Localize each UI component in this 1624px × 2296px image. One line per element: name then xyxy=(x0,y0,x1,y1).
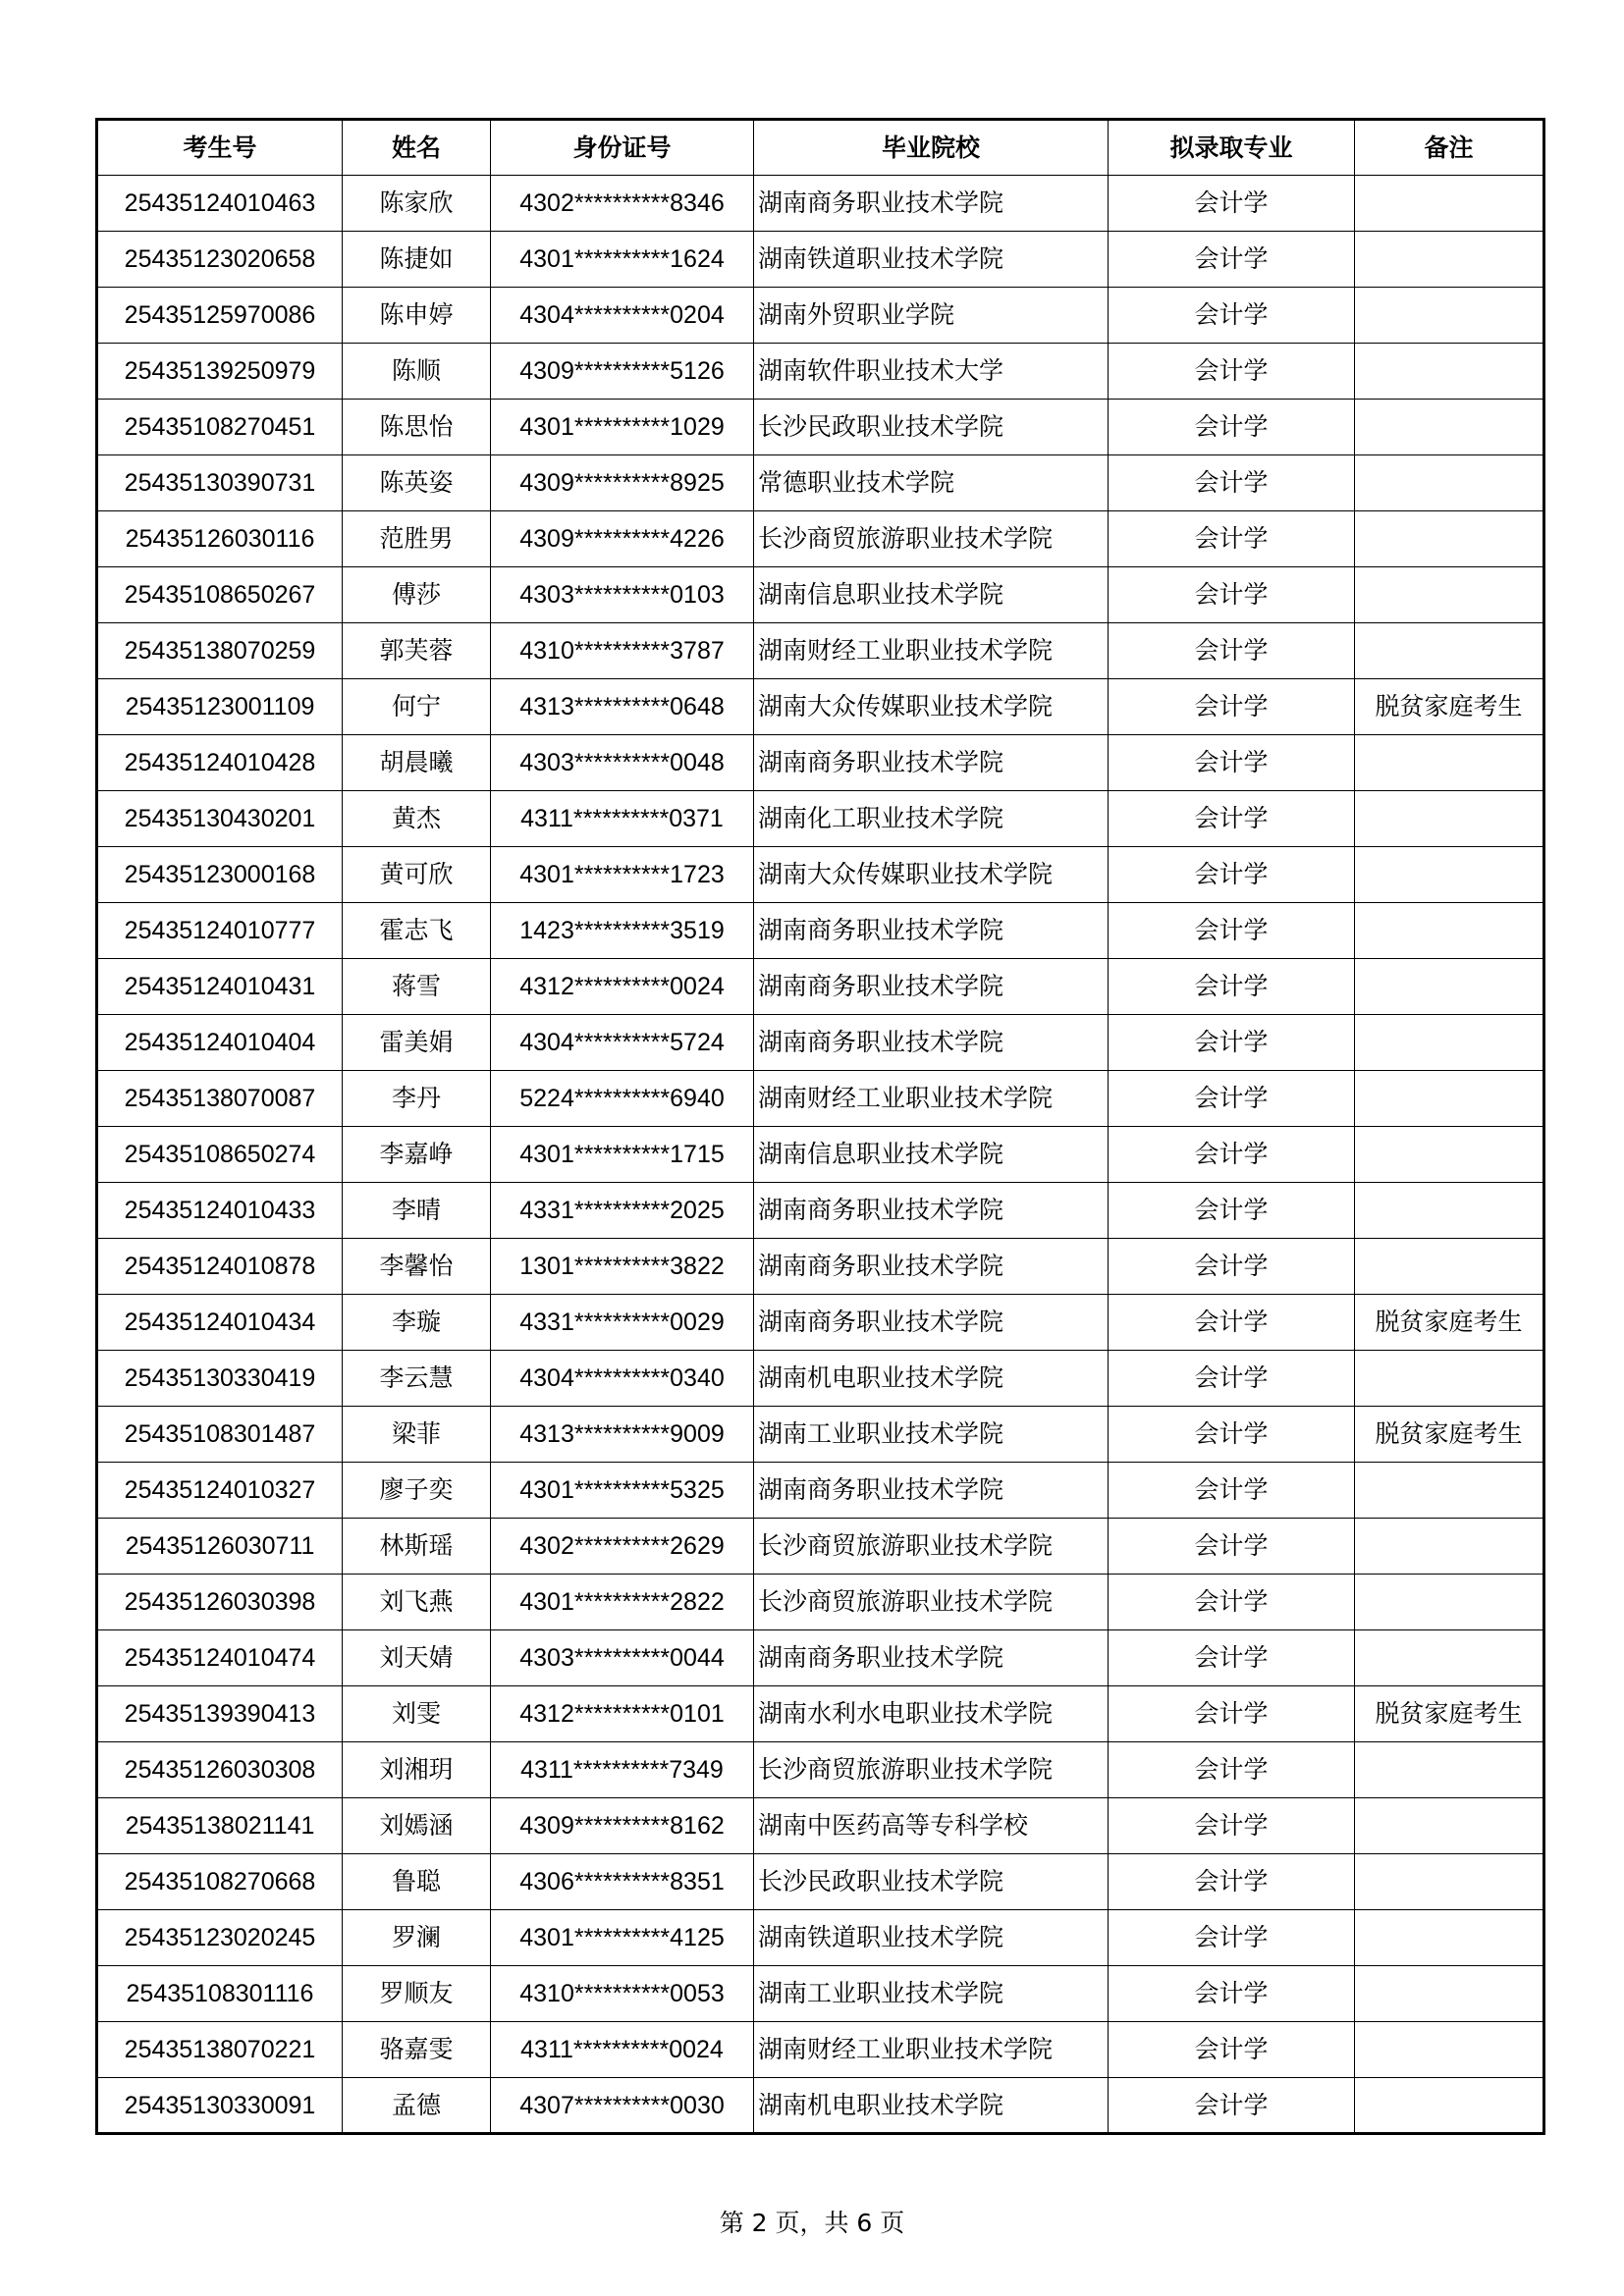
remarks-cell xyxy=(1355,455,1544,511)
remarks-cell xyxy=(1355,400,1544,455)
major-cell: 会计学 xyxy=(1109,1519,1355,1575)
id-number-cell: 4301**********4125 xyxy=(491,1910,754,1966)
school-cell: 湖南商务职业技术学院 xyxy=(754,176,1109,232)
id-number-cell: 4301**********1723 xyxy=(491,847,754,903)
id-number-cell: 4307**********0030 xyxy=(491,2078,754,2134)
id-number-cell: 4303**********0103 xyxy=(491,567,754,623)
exam-number-cell: 25435130430201 xyxy=(97,791,343,847)
school-cell: 常德职业技术学院 xyxy=(754,455,1109,511)
id-number-cell: 4311**********0371 xyxy=(491,791,754,847)
name-cell: 骆嘉雯 xyxy=(343,2022,491,2078)
major-cell: 会计学 xyxy=(1109,903,1355,959)
table-row xyxy=(97,1742,1544,1798)
table-row xyxy=(97,1127,1544,1183)
major-cell: 会计学 xyxy=(1109,1239,1355,1295)
page-number-footer: 第 2 页，共 6 页 xyxy=(719,2209,905,2237)
exam-number-cell: 25435124010878 xyxy=(97,1239,343,1295)
remarks-cell xyxy=(1355,1463,1544,1519)
name-cell: 林斯瑶 xyxy=(343,1519,491,1575)
name-cell: 胡晨曦 xyxy=(343,735,491,791)
id-number-cell: 4309**********8925 xyxy=(491,455,754,511)
name-cell: 刘湘玥 xyxy=(343,1742,491,1798)
remarks-cell: 脱贫家庭考生 xyxy=(1355,679,1544,735)
exam-number-cell: 25435124010474 xyxy=(97,1630,343,1686)
table-row xyxy=(97,623,1544,679)
exam-number-cell: 25435130330091 xyxy=(97,2078,343,2134)
major-cell: 会计学 xyxy=(1109,735,1355,791)
table-row xyxy=(97,679,1544,735)
remarks-cell xyxy=(1355,344,1544,400)
table-row xyxy=(97,1463,1544,1519)
exam-number-cell: 25435124010433 xyxy=(97,1183,343,1239)
exam-number-cell: 25435126030116 xyxy=(97,511,343,567)
exam-number-cell: 25435125970086 xyxy=(97,288,343,344)
table-row xyxy=(97,176,1544,232)
name-cell: 霍志飞 xyxy=(343,903,491,959)
table-row xyxy=(97,2078,1544,2134)
exam-number-cell: 25435126030711 xyxy=(97,1519,343,1575)
table-row xyxy=(97,288,1544,344)
name-cell: 陈捷如 xyxy=(343,232,491,288)
major-cell: 会计学 xyxy=(1109,791,1355,847)
name-cell: 陈顺 xyxy=(343,344,491,400)
school-cell: 湖南商务职业技术学院 xyxy=(754,1015,1109,1071)
exam-number-cell: 25435138070259 xyxy=(97,623,343,679)
exam-number-cell: 25435138070221 xyxy=(97,2022,343,2078)
id-number-cell: 4313**********0648 xyxy=(491,679,754,735)
major-cell: 会计学 xyxy=(1109,623,1355,679)
name-cell: 廖子奕 xyxy=(343,1463,491,1519)
table-row xyxy=(97,1407,1544,1463)
exam-number-cell: 25435108270451 xyxy=(97,400,343,455)
major-cell: 会计学 xyxy=(1109,1630,1355,1686)
id-number-cell: 4309**********5126 xyxy=(491,344,754,400)
remarks-cell xyxy=(1355,288,1544,344)
major-cell: 会计学 xyxy=(1109,1966,1355,2022)
exam-number-cell: 25435138021141 xyxy=(97,1798,343,1854)
admission-table xyxy=(95,118,1545,2135)
table-row xyxy=(97,1351,1544,1407)
school-cell: 湖南商务职业技术学院 xyxy=(754,1630,1109,1686)
table-row xyxy=(97,1854,1544,1910)
id-number-cell: 4310**********0053 xyxy=(491,1966,754,2022)
school-cell: 湖南财经工业职业技术学院 xyxy=(754,623,1109,679)
table-row xyxy=(97,1071,1544,1127)
major-cell: 会计学 xyxy=(1109,1742,1355,1798)
school-cell: 湖南财经工业职业技术学院 xyxy=(754,1071,1109,1127)
remarks-cell xyxy=(1355,791,1544,847)
major-cell: 会计学 xyxy=(1109,1015,1355,1071)
table-row xyxy=(97,455,1544,511)
major-cell: 会计学 xyxy=(1109,2022,1355,2078)
major-cell: 会计学 xyxy=(1109,344,1355,400)
id-number-cell: 4301**********2822 xyxy=(491,1575,754,1630)
table-row xyxy=(97,1575,1544,1630)
id-number-cell: 4306**********8351 xyxy=(491,1854,754,1910)
remarks-cell xyxy=(1355,1910,1544,1966)
name-cell: 陈英姿 xyxy=(343,455,491,511)
major-cell: 会计学 xyxy=(1109,847,1355,903)
id-number-cell: 4331**********2025 xyxy=(491,1183,754,1239)
exam-number-cell: 25435108650274 xyxy=(97,1127,343,1183)
name-cell: 李晴 xyxy=(343,1183,491,1239)
remarks-cell xyxy=(1355,567,1544,623)
school-cell: 湖南商务职业技术学院 xyxy=(754,735,1109,791)
id-number-cell: 4309**********4226 xyxy=(491,511,754,567)
school-cell: 湖南化工职业技术学院 xyxy=(754,791,1109,847)
header-graduated-school: 毕业院校 xyxy=(754,120,1109,176)
exam-number-cell: 25435139250979 xyxy=(97,344,343,400)
header-exam-number: 考生号 xyxy=(97,120,343,176)
name-cell: 雷美娟 xyxy=(343,1015,491,1071)
name-cell: 刘雯 xyxy=(343,1686,491,1742)
table-row xyxy=(97,1015,1544,1071)
id-number-cell: 1423**********3519 xyxy=(491,903,754,959)
remarks-cell xyxy=(1355,2022,1544,2078)
id-number-cell: 4301**********1624 xyxy=(491,232,754,288)
major-cell: 会计学 xyxy=(1109,455,1355,511)
remarks-cell xyxy=(1355,959,1544,1015)
table-row xyxy=(97,511,1544,567)
table-row xyxy=(97,344,1544,400)
table-row xyxy=(97,1519,1544,1575)
name-cell: 刘天婧 xyxy=(343,1630,491,1686)
name-cell: 刘嫣涵 xyxy=(343,1798,491,1854)
school-cell: 湖南铁道职业技术学院 xyxy=(754,1910,1109,1966)
header-id-number: 身份证号 xyxy=(491,120,754,176)
school-cell: 长沙民政职业技术学院 xyxy=(754,1854,1109,1910)
table-row xyxy=(97,1183,1544,1239)
exam-number-cell: 25435124010428 xyxy=(97,735,343,791)
major-cell: 会计学 xyxy=(1109,1575,1355,1630)
remarks-cell: 脱贫家庭考生 xyxy=(1355,1686,1544,1742)
exam-number-cell: 25435126030398 xyxy=(97,1575,343,1630)
exam-number-cell: 25435123000168 xyxy=(97,847,343,903)
exam-number-cell: 25435124010434 xyxy=(97,1295,343,1351)
remarks-cell: 脱贫家庭考生 xyxy=(1355,1295,1544,1351)
remarks-cell: 脱贫家庭考生 xyxy=(1355,1407,1544,1463)
id-number-cell: 4311**********0024 xyxy=(491,2022,754,2078)
school-cell: 湖南信息职业技术学院 xyxy=(754,567,1109,623)
table-body xyxy=(97,176,1544,2134)
school-cell: 长沙民政职业技术学院 xyxy=(754,400,1109,455)
major-cell: 会计学 xyxy=(1109,1854,1355,1910)
major-cell: 会计学 xyxy=(1109,400,1355,455)
name-cell: 梁菲 xyxy=(343,1407,491,1463)
name-cell: 黄可欣 xyxy=(343,847,491,903)
major-cell: 会计学 xyxy=(1109,288,1355,344)
name-cell: 李馨怡 xyxy=(343,1239,491,1295)
school-cell: 湖南信息职业技术学院 xyxy=(754,1127,1109,1183)
table-row xyxy=(97,1239,1544,1295)
id-number-cell: 4304**********5724 xyxy=(491,1015,754,1071)
major-cell: 会计学 xyxy=(1109,1910,1355,1966)
school-cell: 湖南财经工业职业技术学院 xyxy=(754,2022,1109,2078)
id-number-cell: 4309**********8162 xyxy=(491,1798,754,1854)
exam-number-cell: 25435123001109 xyxy=(97,679,343,735)
school-cell: 湖南水利水电职业技术学院 xyxy=(754,1686,1109,1742)
remarks-cell xyxy=(1355,1519,1544,1575)
remarks-cell xyxy=(1355,232,1544,288)
exam-number-cell: 25435123020658 xyxy=(97,232,343,288)
table-row xyxy=(97,1966,1544,2022)
major-cell: 会计学 xyxy=(1109,959,1355,1015)
exam-number-cell: 25435126030308 xyxy=(97,1742,343,1798)
name-cell: 傅莎 xyxy=(343,567,491,623)
name-cell: 郭芙蓉 xyxy=(343,623,491,679)
major-cell: 会计学 xyxy=(1109,232,1355,288)
name-cell: 刘飞燕 xyxy=(343,1575,491,1630)
school-cell: 长沙商贸旅游职业技术学院 xyxy=(754,1575,1109,1630)
school-cell: 湖南机电职业技术学院 xyxy=(754,2078,1109,2134)
name-cell: 鲁聪 xyxy=(343,1854,491,1910)
id-number-cell: 4302**********8346 xyxy=(491,176,754,232)
school-cell: 湖南商务职业技术学院 xyxy=(754,1463,1109,1519)
id-number-cell: 4304**********0340 xyxy=(491,1351,754,1407)
id-number-cell: 4331**********0029 xyxy=(491,1295,754,1351)
table-row xyxy=(97,567,1544,623)
id-number-cell: 1301**********3822 xyxy=(491,1239,754,1295)
school-cell: 湖南商务职业技术学院 xyxy=(754,1295,1109,1351)
major-cell: 会计学 xyxy=(1109,1463,1355,1519)
id-number-cell: 4303**********0044 xyxy=(491,1630,754,1686)
remarks-cell xyxy=(1355,903,1544,959)
name-cell: 蒋雪 xyxy=(343,959,491,1015)
remarks-cell xyxy=(1355,1966,1544,2022)
remarks-cell xyxy=(1355,1798,1544,1854)
major-cell: 会计学 xyxy=(1109,1407,1355,1463)
remarks-cell xyxy=(1355,1630,1544,1686)
id-number-cell: 4301**********1715 xyxy=(491,1127,754,1183)
school-cell: 湖南商务职业技术学院 xyxy=(754,1183,1109,1239)
major-cell: 会计学 xyxy=(1109,679,1355,735)
name-cell: 范胜男 xyxy=(343,511,491,567)
major-cell: 会计学 xyxy=(1109,1351,1355,1407)
remarks-cell xyxy=(1355,2078,1544,2134)
table-row xyxy=(97,1910,1544,1966)
remarks-cell xyxy=(1355,176,1544,232)
header-admitted-major: 拟录取专业 xyxy=(1109,120,1355,176)
exam-number-cell: 25435124010463 xyxy=(97,176,343,232)
school-cell: 湖南铁道职业技术学院 xyxy=(754,232,1109,288)
remarks-cell xyxy=(1355,623,1544,679)
school-cell: 湖南大众传媒职业技术学院 xyxy=(754,679,1109,735)
major-cell: 会计学 xyxy=(1109,567,1355,623)
id-number-cell: 4301**********1029 xyxy=(491,400,754,455)
remarks-cell xyxy=(1355,1575,1544,1630)
table-row xyxy=(97,903,1544,959)
exam-number-cell: 25435139390413 xyxy=(97,1686,343,1742)
exam-number-cell: 25435130330419 xyxy=(97,1351,343,1407)
major-cell: 会计学 xyxy=(1109,1183,1355,1239)
table-header-row xyxy=(97,120,1544,176)
table-row xyxy=(97,735,1544,791)
exam-number-cell: 25435108301487 xyxy=(97,1407,343,1463)
school-cell: 湖南工业职业技术学院 xyxy=(754,1407,1109,1463)
exam-number-cell: 25435108301116 xyxy=(97,1966,343,2022)
exam-number-cell: 25435108270668 xyxy=(97,1854,343,1910)
exam-number-cell: 25435124010404 xyxy=(97,1015,343,1071)
table-row xyxy=(97,847,1544,903)
table-row xyxy=(97,959,1544,1015)
exam-number-cell: 25435108650267 xyxy=(97,567,343,623)
remarks-cell xyxy=(1355,1015,1544,1071)
major-cell: 会计学 xyxy=(1109,176,1355,232)
id-number-cell: 4310**********3787 xyxy=(491,623,754,679)
major-cell: 会计学 xyxy=(1109,511,1355,567)
table-row xyxy=(97,232,1544,288)
id-number-cell: 4303**********0048 xyxy=(491,735,754,791)
table-row xyxy=(97,1630,1544,1686)
name-cell: 罗顺友 xyxy=(343,1966,491,2022)
remarks-cell xyxy=(1355,1351,1544,1407)
name-cell: 陈申婷 xyxy=(343,288,491,344)
id-number-cell: 4304**********0204 xyxy=(491,288,754,344)
name-cell: 罗澜 xyxy=(343,1910,491,1966)
school-cell: 湖南商务职业技术学院 xyxy=(754,1239,1109,1295)
remarks-cell xyxy=(1355,1854,1544,1910)
table-row xyxy=(97,1798,1544,1854)
school-cell: 湖南软件职业技术大学 xyxy=(754,344,1109,400)
school-cell: 长沙商贸旅游职业技术学院 xyxy=(754,511,1109,567)
exam-number-cell: 25435124010777 xyxy=(97,903,343,959)
name-cell: 李璇 xyxy=(343,1295,491,1351)
exam-number-cell: 25435124010327 xyxy=(97,1463,343,1519)
name-cell: 李嘉峥 xyxy=(343,1127,491,1183)
remarks-cell xyxy=(1355,1239,1544,1295)
remarks-cell xyxy=(1355,735,1544,791)
major-cell: 会计学 xyxy=(1109,1295,1355,1351)
id-number-cell: 4312**********0101 xyxy=(491,1686,754,1742)
remarks-cell xyxy=(1355,511,1544,567)
header-remarks: 备注 xyxy=(1355,120,1544,176)
exam-number-cell: 25435138070087 xyxy=(97,1071,343,1127)
table-row xyxy=(97,791,1544,847)
remarks-cell xyxy=(1355,847,1544,903)
major-cell: 会计学 xyxy=(1109,1071,1355,1127)
school-cell: 湖南商务职业技术学院 xyxy=(754,903,1109,959)
school-cell: 长沙商贸旅游职业技术学院 xyxy=(754,1742,1109,1798)
major-cell: 会计学 xyxy=(1109,1798,1355,1854)
name-cell: 黄杰 xyxy=(343,791,491,847)
remarks-cell xyxy=(1355,1742,1544,1798)
table-row xyxy=(97,1295,1544,1351)
exam-number-cell: 25435123020245 xyxy=(97,1910,343,1966)
school-cell: 湖南商务职业技术学院 xyxy=(754,959,1109,1015)
major-cell: 会计学 xyxy=(1109,1127,1355,1183)
school-cell: 湖南机电职业技术学院 xyxy=(754,1351,1109,1407)
table-row xyxy=(97,400,1544,455)
id-number-cell: 4312**********0024 xyxy=(491,959,754,1015)
name-cell: 陈家欣 xyxy=(343,176,491,232)
remarks-cell xyxy=(1355,1071,1544,1127)
id-number-cell: 4313**********9009 xyxy=(491,1407,754,1463)
remarks-cell xyxy=(1355,1183,1544,1239)
school-cell: 长沙商贸旅游职业技术学院 xyxy=(754,1519,1109,1575)
name-cell: 李丹 xyxy=(343,1071,491,1127)
school-cell: 湖南大众传媒职业技术学院 xyxy=(754,847,1109,903)
id-number-cell: 5224**********6940 xyxy=(491,1071,754,1127)
table-row xyxy=(97,1686,1544,1742)
name-cell: 陈思怡 xyxy=(343,400,491,455)
school-cell: 湖南外贸职业学院 xyxy=(754,288,1109,344)
id-number-cell: 4301**********5325 xyxy=(491,1463,754,1519)
header-name: 姓名 xyxy=(343,120,491,176)
id-number-cell: 4302**********2629 xyxy=(491,1519,754,1575)
table-row xyxy=(97,2022,1544,2078)
id-number-cell: 4311**********7349 xyxy=(491,1742,754,1798)
exam-number-cell: 25435130390731 xyxy=(97,455,343,511)
name-cell: 孟德 xyxy=(343,2078,491,2134)
remarks-cell xyxy=(1355,1127,1544,1183)
school-cell: 湖南工业职业技术学院 xyxy=(754,1966,1109,2022)
name-cell: 何宁 xyxy=(343,679,491,735)
major-cell: 会计学 xyxy=(1109,2078,1355,2134)
exam-number-cell: 25435124010431 xyxy=(97,959,343,1015)
school-cell: 湖南中医药高等专科学校 xyxy=(754,1798,1109,1854)
major-cell: 会计学 xyxy=(1109,1686,1355,1742)
name-cell: 李云慧 xyxy=(343,1351,491,1407)
